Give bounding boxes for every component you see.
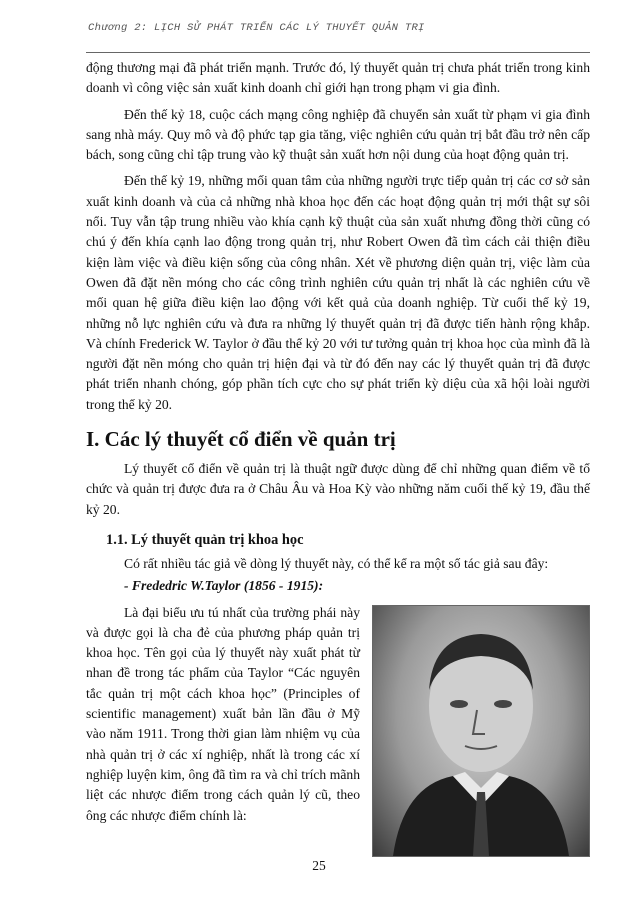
- paragraph-6: Là đại biểu ưu tú nhất của trường phái này và được gọi là cha đẻ của phương pháp quản trị khoa học. Tên gọi của lý thuyết này xuất phát từ nhan đề trong tác phẩm của Taylor “Các nguyên tắc quản trị một cách khoa học” (Principles of scientific management) xuất bản lần đầu ở Mỹ vào năm 1911. Trong thời gian làm nhiệm vụ của nhà quản trị ở các xí nghiệp, nhất là trong các xí nghiệp luyện kim, ông đã tìm ra và chỉ trích mãnh liệt các nhược điểm trong cách quản lý cũ, theo ông các nhược điểm chính là:: [86, 604, 360, 823]
- header-divider: [86, 52, 590, 53]
- running-header: Chương 2: LỊCH SỬ PHÁT TRIỂN CÁC LÝ THUYẾT QUẢN TRỊ: [88, 22, 425, 34]
- paragraph-3: Đến thế kỷ 19, những mối quan tâm của những người trực tiếp quản trị các cơ sở sản xuất kinh doanh và của cả những nhà khoa học đến các hoạt động quản trị mới thật sự sôi nổi. Tuy vẫn tập trung nhiều vào khía cạnh kỹ thuật của sản xuất nhưng đồng thời cũng có chú ý đến khía cạnh lao động trong quản trị, như Robert Owen đã tìm cách cải thiện điều kiện làm việc và điều kiện sống của công nhân. Xét về phương diện quản trị, việc làm của Owen đã đặt nền móng cho các công trình nghiên cứu quản trị nhất là các nghiên cứu về mối quan hệ giữa điều kiện lao động với kết quả của doanh nghiệp. Từ cuối thế kỷ 19, những nỗ lực nghiên cứu và đưa ra những lý thuyết quản trị đã được tiến hành rộng khắp. Và chính Frederick W. Taylor ở đầu thế kỷ 20 với tư tưởng quản trị khoa học của mình đã là người đặt nền móng cho quản trị hiện đại và từ đó đến nay các lý thuyết quản trị đã được phát triển nhanh chóng, góp phần tích cực cho sự phát triển kỳ diệu của xã hội loài người trong thế kỷ 20.: [86, 173, 590, 412]
- subsection-heading: 1.1. Lý thuyết quản trị khoa học: [106, 531, 304, 548]
- paragraph-5: Có rất nhiều tác giả về dòng lý thuyết này, có thể kể ra một số tác giả sau đây:: [124, 555, 549, 571]
- paragraph-1: động thương mại đã phát triển mạnh. Trước đó, lý thuyết quản trị chưa phát triển trong kinh doanh vì công việc sản xuất kinh doanh chỉ giới hạn trong phạm vi gia đình.: [86, 60, 590, 96]
- paragraph-4: Lý thuyết cổ điển về quản trị là thuật ngữ được dùng để chỉ những quan điểm về tổ chức và quản trị được đưa ra ở Châu Âu và Hoa Kỳ vào những năm cuối thế kỷ 19, đầu thế kỷ 20.: [86, 461, 590, 517]
- page-number: 25: [312, 858, 326, 873]
- paragraph-2: Đến thế kỷ 18, cuộc cách mạng công nghiệp đã chuyển sản xuất từ phạm vi gia đình sang nhà máy. Quy mô và độ phức tạp gia tăng, việc nghiên cứu quản trị bắt đầu trở nên cấp bách, song cũng chỉ tập trung vào kỹ thuật sản xuất hơn nội dung của hoạt động quản trị.: [86, 106, 590, 163]
- section-heading: I. Các lý thuyết cổ điển về quản trị: [86, 427, 396, 452]
- taylor-section: [86, 603, 590, 826]
- author-heading: - Frededric W.Taylor (1856 - 1915):: [124, 578, 324, 594]
- page-body: [86, 58, 590, 861]
- portrait-photo-icon: [372, 605, 590, 857]
